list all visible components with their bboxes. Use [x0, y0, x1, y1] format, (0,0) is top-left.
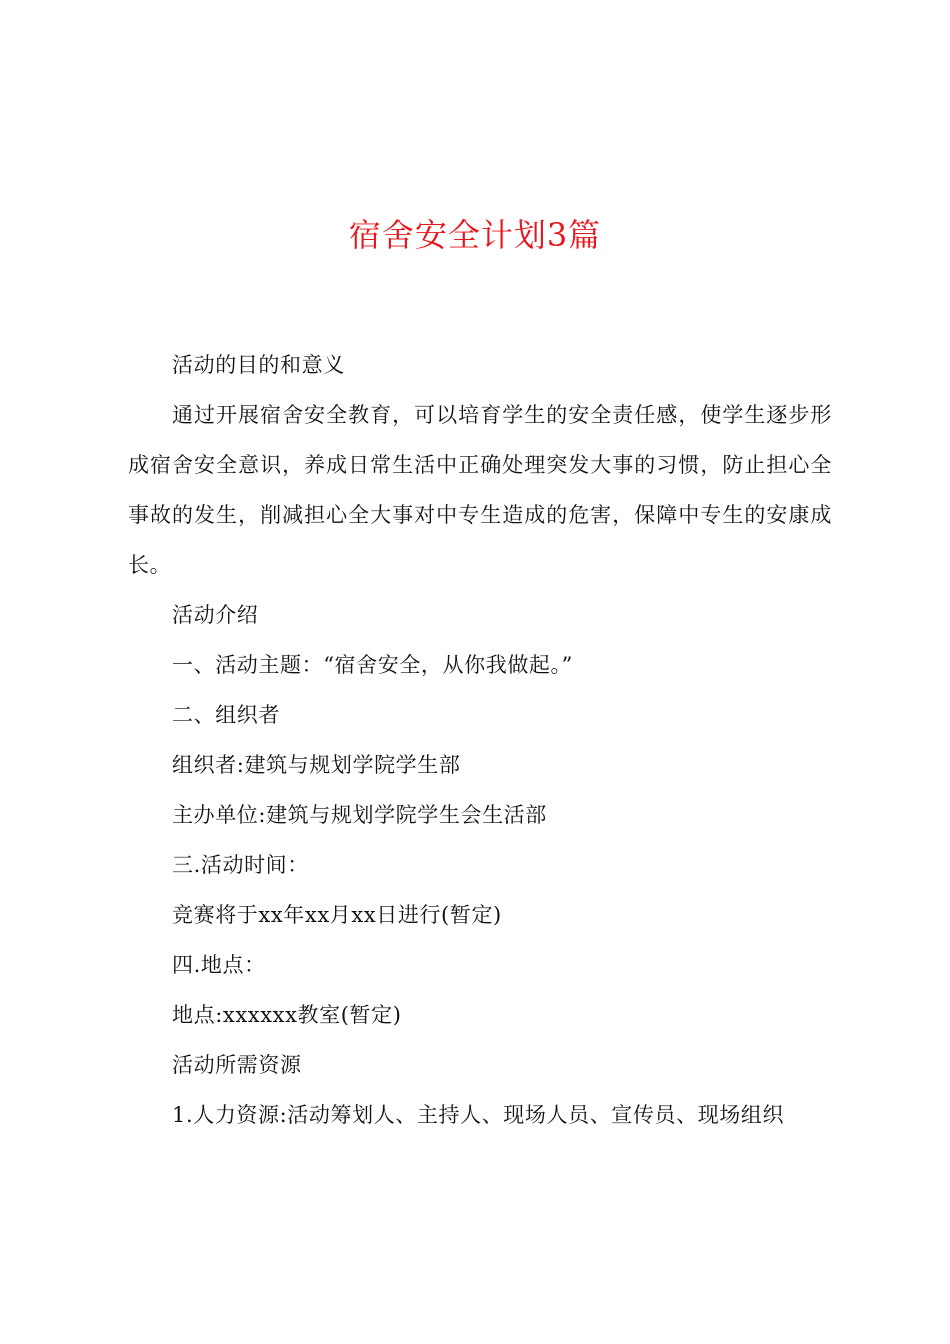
document-body [128, 340, 832, 1140]
paragraph-intro-heading: 活动介绍 [172, 603, 259, 627]
paragraph-host-unit: 主办单位:建筑与规划学院学生会生活部 [172, 803, 547, 827]
paragraph-time-heading: 三.活动时间： [172, 853, 309, 877]
paragraph-human-resources: 1.人力资源:活动筹划人、主持人、现场人员、宣传员、现场组织 [172, 1103, 785, 1127]
paragraph-purpose-text: 通过开展宿舍安全教育，可以培育学生的安全责任感，使学生逐步形成宿舍安全意识，养成日常生活中正确处理突发大事的习惯，防止担心全事故的发生，削减担心全大事对中专生造成的危害，保障中专生的安康成长。 [128, 403, 832, 577]
paragraph-resources-heading: 活动所需资源 [172, 1053, 302, 1077]
paragraph-location-heading: 四.地点： [172, 953, 266, 977]
paragraph-location: 地点:xxxxxx教室(暂定) [172, 1003, 402, 1027]
paragraph-purpose-heading: 活动的目的和意义 [172, 353, 345, 377]
paragraph-organizer-heading: 二、组织者 [172, 703, 280, 727]
paragraph-theme: 一、活动主题：“宿舍安全，从你我做起。” [172, 653, 573, 677]
paragraph-organizer: 组织者:建筑与规划学院学生部 [172, 753, 461, 777]
paragraph-time: 竞赛将于xx年xx月xx日进行(暂定) [172, 903, 502, 927]
document-title: 宿舍安全计划3篇 [348, 216, 602, 254]
